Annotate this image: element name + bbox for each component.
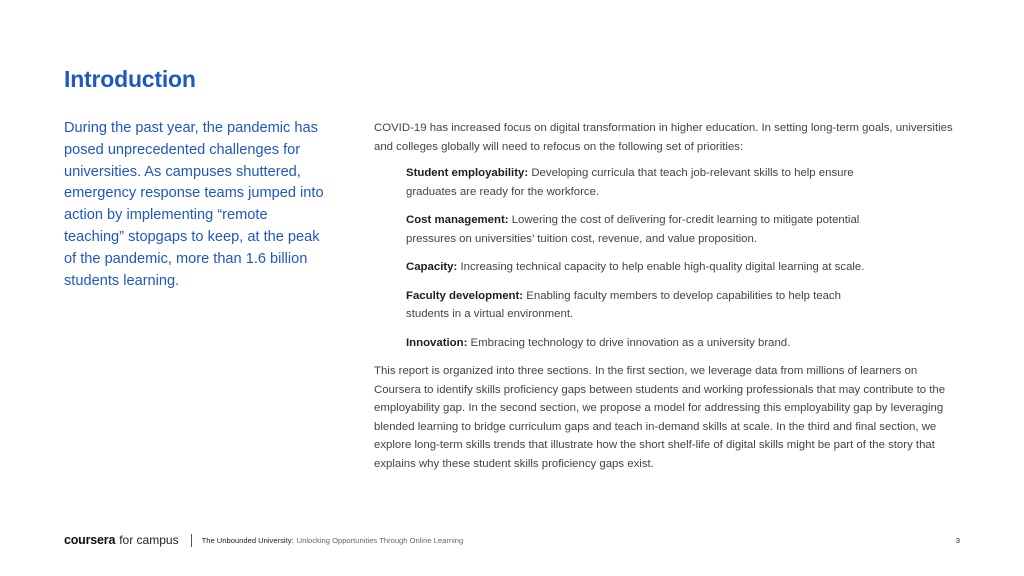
priority-item <box>406 334 876 353</box>
priority-text: Developing curricula that teach job-relevant skills to help ensure graduates are ready for the workforce. <box>406 167 854 198</box>
outro-paragraph: This report is organized into three sections. In the first section, we leverage data from millions of learners on Coursera to identify skills proficiency gaps between students and working professionals that may contribute to the employability gap. In the second section, we propose a model for addressing this employability gap by leveraging blended learning to bridge curriculum gaps and teach in-demand skills at scale. In the third and final section, we explore long-term skills trends that illustrate how the short shelf-life of digital skills might be part of the story that explains why these student skills proficiency gaps exist. <box>374 365 946 470</box>
priority-label: Faculty development: <box>406 289 524 302</box>
priority-item <box>406 211 876 248</box>
footer-divider <box>191 534 192 547</box>
body-column <box>374 119 964 473</box>
page-footer <box>64 532 964 548</box>
page-number: 3 <box>955 535 960 545</box>
priority-label: Innovation: <box>406 336 468 349</box>
logo-subtitle: for campus <box>119 533 179 547</box>
report-name: The Unbounded University: <box>201 535 294 545</box>
priority-item <box>406 258 876 277</box>
priority-item <box>406 287 876 324</box>
intro-callout: During the past year, the pandemic has posed unprecedented challenges for universities. As campuses shuttered, emergency response teams jumped into action by implementing “remote teaching” stopgaps to keep, at the peak of the pandemic, more than 1.6 billion students learning. <box>64 120 324 289</box>
priority-item <box>406 164 876 201</box>
priority-label: Capacity: <box>406 261 458 273</box>
priority-label: Cost management: <box>406 214 509 226</box>
priority-text: Embracing technology to drive innovation as a university brand. <box>470 336 791 349</box>
report-subtitle: Unlocking Opportunities Through Online Learning <box>296 535 464 545</box>
priority-label: Student employability: <box>406 167 529 179</box>
priority-text: Lowering the cost of delivering for-credit learning to mitigate potential pressures on universities’ tuition cost, revenue, and value proposition. <box>406 214 860 245</box>
lead-paragraph: COVID-19 has increased focus on digital transformation in higher education. In setting long-term goals, universities and colleges globally will need to refocus on the following set of priorities: <box>374 122 953 153</box>
priority-text: Increasing technical capacity to help enable high-quality digital learning at scale. <box>460 261 865 273</box>
coursera-logo: coursera <box>64 533 116 547</box>
page-title: Introduction <box>64 66 196 92</box>
priority-text: Enabling faculty members to develop capabilities to help teach students in a virtual environment. <box>406 289 841 320</box>
